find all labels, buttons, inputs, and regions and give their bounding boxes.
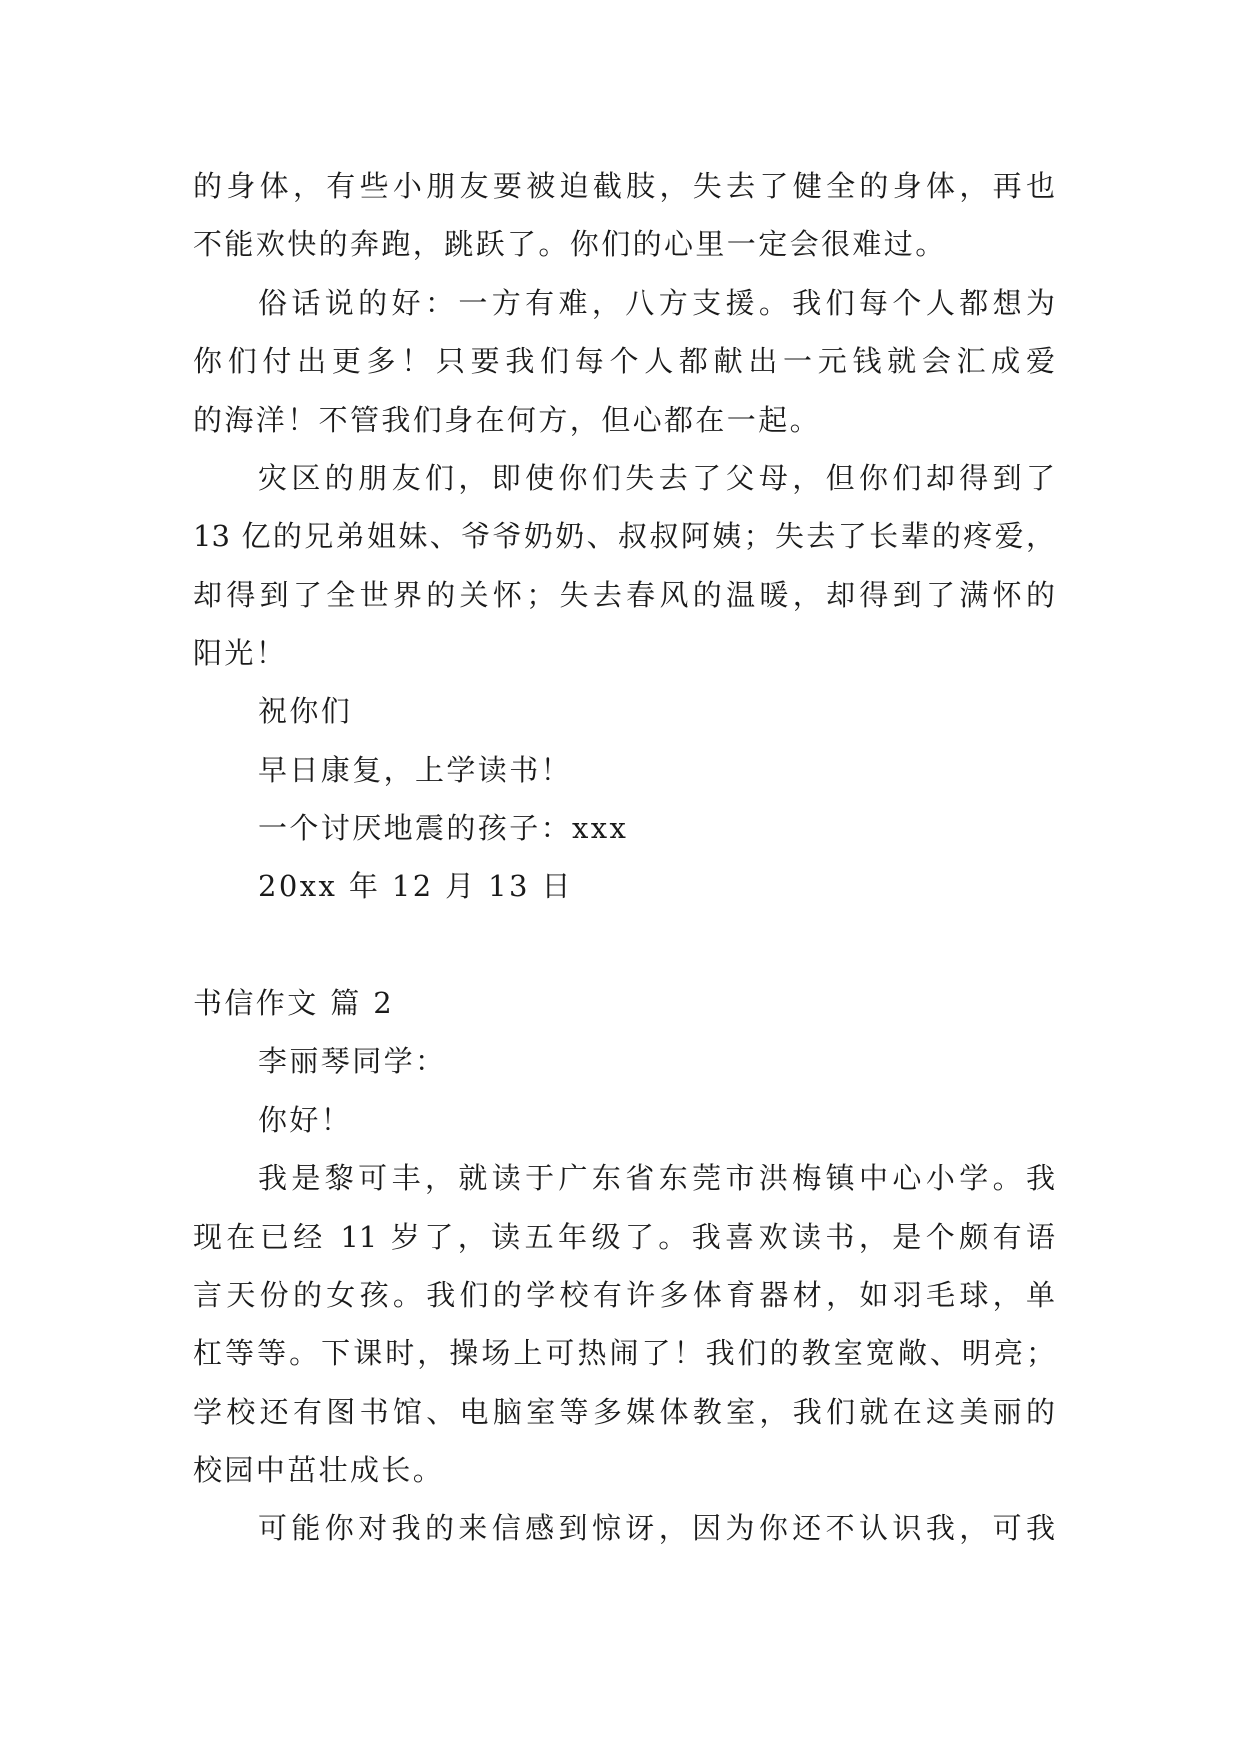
paragraph-line: 的海洋！不管我们身在何方，但心都在一起。 — [193, 403, 822, 437]
paragraph-line: 阳光！ — [193, 636, 288, 670]
paragraph-line: 你们付出更多！只要我们每个人都献出一元钱就会汇成爱 — [193, 344, 1055, 378]
signature: 一个讨厌地震的孩子：xxx — [258, 811, 629, 845]
paragraph-line: 灾区的朋友们，即使你们失去了父母，但你们却得到了 — [258, 461, 1055, 495]
paragraph-line: 俗话说的好：一方有难，八方支援。我们每个人都想为 — [258, 286, 1055, 320]
paragraph-line: 杠等等。下课时，操场上可热闹了！我们的教室宽敞、明亮； — [193, 1336, 1055, 1370]
paragraph-line: 我是黎可丰，就读于广东省东莞市洪梅镇中心小学。我 — [258, 1161, 1055, 1195]
greeting: 你好！ — [258, 1103, 353, 1137]
paragraph-line: 13 亿的兄弟姐妹、爷爷奶奶、叔叔阿姨；失去了长辈的疼爱， — [193, 519, 1055, 553]
closing-wish-line: 早日康复，上学读书！ — [258, 753, 573, 787]
paragraph-line: 现在已经 11 岁了，读五年级了。我喜欢读书，是个颇有语 — [193, 1220, 1055, 1254]
letter-date: 20xx 年 12 月 13 日 — [258, 869, 573, 903]
paragraph-line: 的身体，有些小朋友要被迫截肢，失去了健全的身体，再也 — [193, 169, 1055, 203]
paragraph-line: 可能你对我的来信感到惊讶，因为你还不认识我，可我 — [258, 1511, 1055, 1545]
paragraph-line: 言天份的女孩。我们的学校有许多体育器材，如羽毛球，单 — [193, 1278, 1055, 1312]
section-heading: 书信作文 篇 2 — [193, 986, 395, 1020]
paragraph-line: 不能欢快的奔跑，跳跃了。你们的心里一定会很难过。 — [193, 227, 947, 261]
paragraph-line: 却得到了全世界的关怀；失去春风的温暖，却得到了满怀的 — [193, 578, 1055, 612]
salutation: 李丽琴同学： — [258, 1044, 447, 1078]
paragraph-line: 学校还有图书馆、电脑室等多媒体教室，我们就在这美丽的 — [193, 1395, 1055, 1429]
paragraph-line: 校园中茁壮成长。 — [193, 1453, 445, 1487]
closing-wish: 祝你们 — [258, 694, 353, 728]
